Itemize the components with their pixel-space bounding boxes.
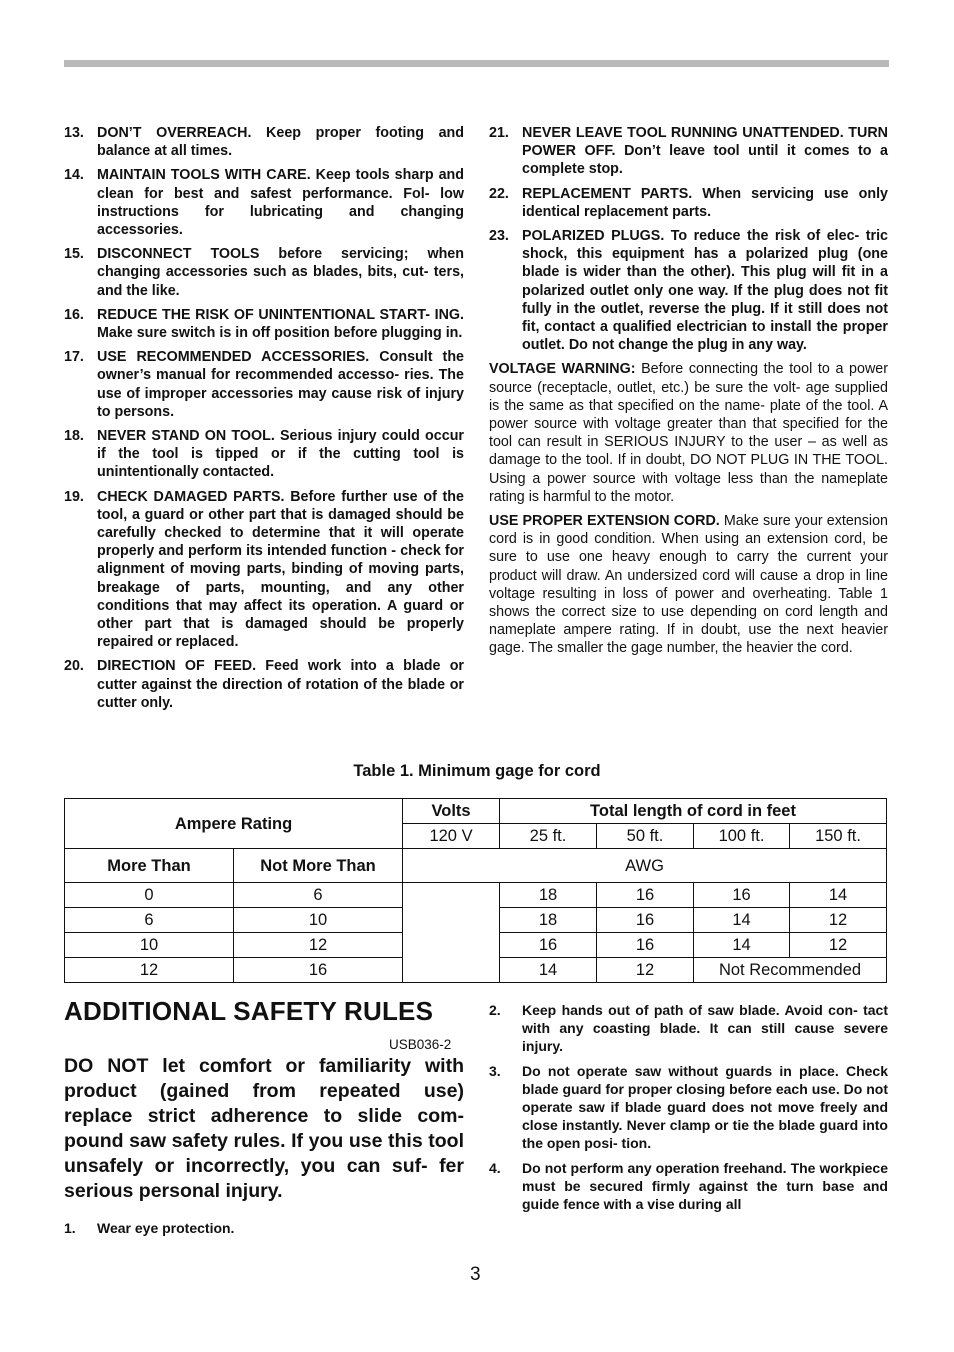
awg-header: AWG xyxy=(403,849,887,883)
cell-gage: 16 xyxy=(597,933,694,958)
additional-safety-heading: ADDITIONAL SAFETY RULES xyxy=(64,996,434,1026)
not-more-than-header: Not More Than xyxy=(234,849,403,883)
cell-more-than: 10 xyxy=(65,933,234,958)
right-bottom-list xyxy=(489,1001,888,1219)
cell-not-more-than: 12 xyxy=(234,933,403,958)
list-item: 19. CHECK DAMAGED PARTS. Before further use of the tool, a guard or other part that is damaged should be carefully checked to determine that it will operate properly and perform its intended function - check for alignment of moving parts, binding of moving parts, breakage of parts, mounting, and any other conditions that may affect its operation. A guard or other part that is damaged should be properly repaired or replaced. xyxy=(64,488,464,651)
more-than-header: More Than xyxy=(65,849,234,883)
ampere-rating-header: Ampere Rating xyxy=(65,799,403,849)
cell-gage: 12 xyxy=(790,933,887,958)
list-item: 21. NEVER LEAVE TOOL RUNNING UNATTENDED. TURN POWER OFF. Don’t leave tool until it comes to a complete stop. xyxy=(489,125,888,178)
list-item: 1. Wear eye protection. xyxy=(64,1220,235,1236)
cell-gage: 16 xyxy=(500,933,597,958)
list-item: 17. USE RECOMMENDED ACCESSORIES. Consult the owner’s manual for recommended accesso- ries. The use of improper accessories may cause risk of injury to persons. xyxy=(64,349,464,420)
cell-gage: 18 xyxy=(500,908,597,933)
left-bottom-list xyxy=(64,1219,464,1237)
list-item: 13. DON’T OVERREACH. Keep proper footing and balance at all times. xyxy=(64,125,464,160)
cell-gage: 16 xyxy=(597,883,694,908)
length-header: 25 ft. xyxy=(500,824,597,849)
voltage-warning-paragraph xyxy=(489,360,888,506)
length-header: 50 ft. xyxy=(597,824,694,849)
length-header: 150 ft. xyxy=(790,824,887,849)
list-item: 4. Do not perform any operation freehand. The workpiece must be secured firmly against the turn base and guide fence with a vise during all xyxy=(489,1159,888,1213)
list-item: 15. DISCONNECT TOOLS before servicing; when changing accessories such as blades, bits, cut- ters, and the like. xyxy=(64,246,464,299)
list-item: 22. REPLACEMENT PARTS. When servicing use only identical replacement parts. xyxy=(489,185,888,220)
cell-gage: 16 xyxy=(694,883,790,908)
voltage-value: 120 V xyxy=(403,824,500,849)
empty-volts-cell xyxy=(403,883,500,983)
list-item: 18. NEVER STAND ON TOOL. Serious injury could occur if the tool is tipped or if the cutting tool is unintentionally contacted. xyxy=(64,428,464,481)
list-item: 14. MAINTAIN TOOLS WITH CARE. Keep tools sharp and clean for best and safest performance. Fol- low instructions for lubricating and changing accessories. xyxy=(64,167,464,239)
page-number: 3 xyxy=(470,1264,481,1285)
left-column xyxy=(64,124,464,718)
cell-more-than: 12 xyxy=(65,958,234,983)
cell-gage: 16 xyxy=(597,908,694,933)
cell-gage: 18 xyxy=(500,883,597,908)
voltage-warning-text: Before connecting the tool to a power source (receptacle, outlet, etc.) be sure the volt- age supplied is the same as that specified on the name- plate of the tool. A power source with voltage greater than that specified for the tool can result in SERIOUS INJURY to the user – as well as damage to the tool. If in doubt, DO NOT PLUG IN THE TOOL. Using a power source with voltage less than the nameplate rating is harmful to the motor. xyxy=(489,361,888,505)
cord-gage-table xyxy=(64,798,887,983)
volts-header: Volts xyxy=(403,799,500,824)
list-item: 16. REDUCE THE RISK OF UNINTENTIONAL START- ING. Make sure switch is in off position before plugging in. xyxy=(64,306,464,342)
cell-not-recommended: Not Recommended xyxy=(694,958,887,983)
cell-gage: 14 xyxy=(500,958,597,983)
right-column xyxy=(489,124,888,664)
list-item: 2. Keep hands out of path of saw blade. Avoid con- tact with any coasting blade. It can still cause severe injury. xyxy=(489,1002,888,1055)
cell-not-more-than: 6 xyxy=(234,883,403,908)
extension-cord-lead: USE PROPER EXTENSION CORD. xyxy=(489,513,720,530)
cell-not-more-than: 10 xyxy=(234,908,403,933)
table-caption: Table 1. Minimum gage for cord xyxy=(353,762,601,780)
total-length-header: Total length of cord in feet xyxy=(500,799,887,824)
cell-more-than: 6 xyxy=(65,908,234,933)
voltage-warning-lead: VOLTAGE WARNING: xyxy=(489,361,636,378)
cell-gage: 14 xyxy=(790,883,887,908)
cell-gage: 14 xyxy=(694,933,790,958)
list-item: 20. DIRECTION OF FEED. Feed work into a blade or cutter against the direction of rotation of the blade or cutter only. xyxy=(64,658,464,711)
table-row xyxy=(65,883,887,908)
list-item: 23. POLARIZED PLUGS. To reduce the risk of elec- tric shock, this equipment has a polarized plug (one blade is wider than the other). This plug will fit in a polarized outlet only one way. If the plug does not fit fully in the outlet, reverse the plug. If it still does not fit, contact a qualified electrician to install the proper outlet. Do not change the plug in any way. xyxy=(489,228,888,354)
length-header: 100 ft. xyxy=(694,824,790,849)
extension-cord-paragraph xyxy=(489,512,888,658)
safety-warning-paragraph: DO NOT let comfort or familiarity with product (gained from repeated use) replace strict adherence to slide com- pound saw safety rules. If you use this tool unsafely or incorrectly, you can suf- fer serious personal injury. xyxy=(64,1055,464,1202)
list-item: 3. Do not operate saw without guards in place. Check blade guard for proper closing before each use. Do not operate saw if blade guard does not move freely and close instantly. Never clamp or tie the blade guard into the open posi- tion. xyxy=(489,1062,888,1152)
document-code: USB036-2 xyxy=(389,1037,452,1052)
cell-more-than: 0 xyxy=(65,883,234,908)
cell-gage: 12 xyxy=(790,908,887,933)
cell-gage: 12 xyxy=(597,958,694,983)
cell-gage: 14 xyxy=(694,908,790,933)
extension-cord-text: Make sure your extension cord is in good condition. When using an extension cord, be sure to use one heavy enough to carry the current your product will draw. An undersized cord will cause a drop in line voltage resulting in loss of power and overheating. Table 1 shows the correct size to use depending on cord length and nameplate ampere rating. If in doubt, use the next heavier gage. The smaller the gage number, the heavier the cord. xyxy=(489,513,888,657)
header-rule xyxy=(64,60,889,67)
cell-not-more-than: 16 xyxy=(234,958,403,983)
